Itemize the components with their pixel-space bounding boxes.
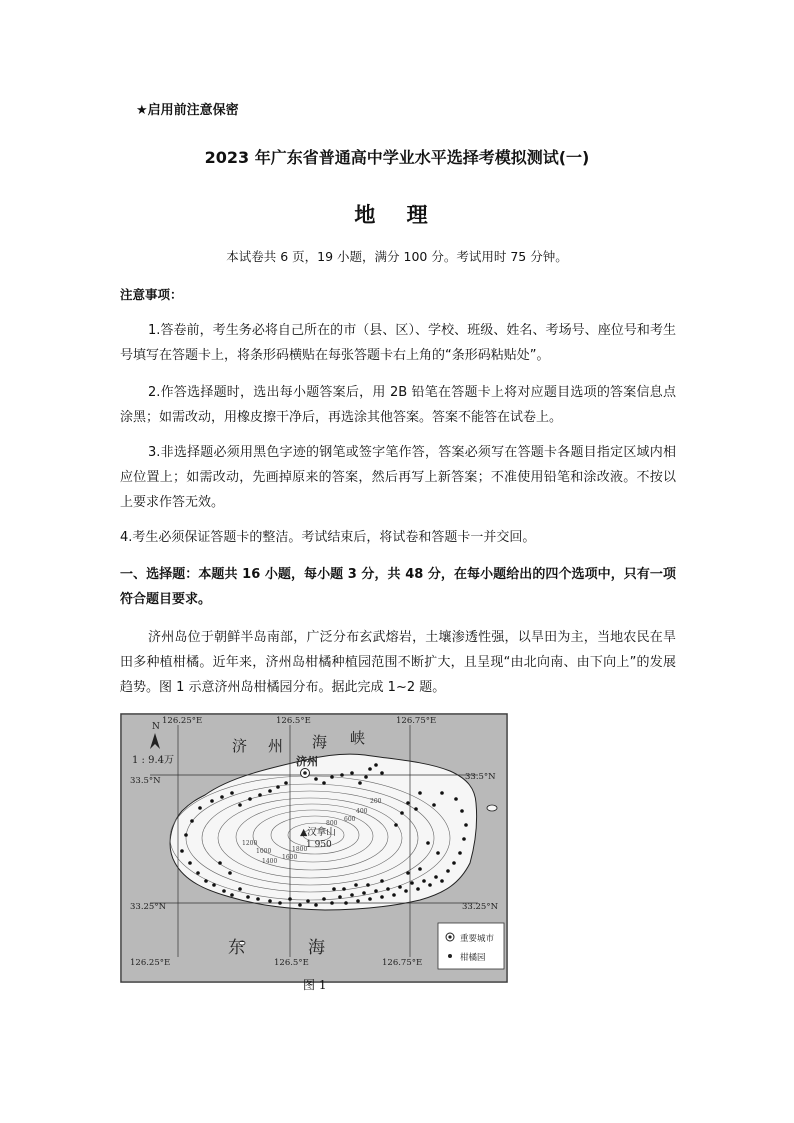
orchard-point [342,887,346,891]
orchard-point [350,893,354,897]
orchard-point [198,806,202,810]
orchard-point [358,781,362,785]
orchard-point [230,893,234,897]
orchard-point [322,897,326,901]
lat-label-upper-left: 33.5°N [130,776,161,786]
orchard-point [366,883,370,887]
orchard-point [432,803,436,807]
jeju-map-figure [120,713,508,999]
orchard-point [380,895,384,899]
contour-label: 1400 [262,858,278,865]
orchard-point [398,885,402,889]
lon-label-bottom-2: 126.5°E [274,958,309,968]
orchard-point [220,795,224,799]
orchard-point [410,881,414,885]
exam-info: 本试卷共 6 页，19 小题，满分 100 分。考试用时 75 分钟。 [226,249,568,264]
orchard-point [426,841,430,845]
orchard-point [218,861,222,865]
north-label: N [152,722,160,732]
strait-char-4: 峡 [350,729,366,747]
contour-label: 1000 [256,848,272,855]
orchard-point [210,799,214,803]
east-sea-char-2: 海 [308,938,325,958]
orchard-point [278,901,282,905]
orchard-point [330,901,334,905]
orchard-point [440,879,444,883]
exam-title: 2023 年广东省普通高中学业水平选择考模拟测试(一) [204,148,590,167]
orchard-point [190,819,194,823]
city-label: 济州 [296,755,318,768]
lon-label-bottom-3: 126.75°E [382,958,423,968]
peak-name: ▲汉拿山 [300,827,336,838]
orchard-point [356,899,360,903]
contour-label: 1600 [282,854,298,861]
east-sea-char-1: 东 [228,938,245,958]
notice-item-1: 1.答卷前，考生务必将自己所在的市（县、区）、学校、班级、姓名、考场号、座位号和考生号填写在答题卡上，将条形码横贴在每张答题卡右上角的“条形码粘贴处”。 [120,323,676,363]
orchard-point [406,871,410,875]
orchard-point [258,793,262,797]
orchard-point [246,895,250,899]
orchard-point [314,777,318,781]
orchard-point [230,791,234,795]
figure-caption: 图 1 [303,978,327,992]
orchard-point [404,889,408,893]
orchard-point [364,775,368,779]
orchard-point [338,895,342,899]
passage-text: 济州岛位于朝鲜半岛南部，广泛分布玄武熔岩，土壤渗透性强，以旱田为主，当地农民在旱田多种植柑橘。近年来，济州岛柑橘种植园范围不断扩大，且呈现“由北向南、由下向上”的发展趋势。图 1 示意济州岛柑橘园分布。据此完成 1~2 题。 [120,630,676,695]
orchard-point [344,901,348,905]
orchard-point [238,803,242,807]
orchard-point [314,903,318,907]
orchard-point [434,875,438,879]
orchard-point [460,809,464,813]
orchard-point [436,851,440,855]
orchard-point [330,775,334,779]
orchard-point [374,889,378,893]
notice-item-2: 2.作答选择题时，选出每小题答案后，用 2B 铅笔在答题卡上将对应题目选项的答案信息点涂黑；如需改动，用橡皮擦干净后，再选涂其他答案。答案不能答在试卷上。 [120,385,676,425]
contour-label: 400 [356,808,368,815]
orchard-point [188,861,192,865]
confidential-label: ★启用前注意保密 [136,103,239,118]
orchard-point [248,797,252,801]
contour-label: 1800 [292,846,308,853]
city-marker-dot [303,771,307,775]
orchard-point [222,889,226,893]
strait-char-1: 济 [232,737,248,755]
orchard-point [414,807,418,811]
orchard-point [464,823,468,827]
orchard-point [380,879,384,883]
orchard-point [400,811,404,815]
notice-heading: 注意事项： [120,287,183,302]
orchard-point [268,789,272,793]
strait-char-2: 州 [268,737,284,755]
orchard-point [418,791,422,795]
orchard-point [428,883,432,887]
lon-label-bottom-1: 126.25°E [130,958,171,968]
orchard-point [418,867,422,871]
orchard-point [362,891,366,895]
orchard-point [380,771,384,775]
orchard-point [284,781,288,785]
orchard-point [322,781,326,785]
orchard-point [440,791,444,795]
orchard-point [276,785,280,789]
contour-label: 800 [326,820,338,827]
strait-char-3: 海 [312,733,328,751]
lat-label-upper-right: 33.5°N [465,772,496,782]
small-island [487,805,497,811]
notice-item-4: 4.考生必须保证答题卡的整洁。考试结束后，将试卷和答题卡一并交回。 [120,530,536,545]
orchard-point [458,851,462,855]
legend-orchard-label: 柑橘园 [460,953,486,963]
orchard-point [332,887,336,891]
lon-label-top-2: 126.5°E [276,716,311,726]
orchard-point [268,899,272,903]
legend-city-dot [448,935,451,938]
orchard-point [454,797,458,801]
orchard-point [368,767,372,771]
orchard-point [394,823,398,827]
orchard-point [228,871,232,875]
legend-orchard-icon [448,954,452,958]
orchard-point [368,897,372,901]
lon-label-top-3: 126.75°E [396,716,437,726]
orchard-point [340,773,344,777]
orchard-point [392,893,396,897]
orchard-point [256,897,260,901]
orchard-point [298,903,302,907]
orchard-point [288,897,292,901]
orchard-point [422,879,426,883]
orchard-point [374,763,378,767]
orchard-point [462,837,466,841]
map-scale: 1 : 9.4万 [132,755,174,766]
orchard-point [212,883,216,887]
subject-title: 地 理 [354,203,440,227]
lat-label-lower-right: 33.25°N [462,902,499,912]
legend-city-label: 重要城市 [460,934,495,944]
orchard-point [238,887,242,891]
section-heading: 一、选择题：本题共 16 小题，每小题 3 分，共 48 分，在每小题给出的四个选项中，只有一项符合题目要求。 [120,567,676,607]
orchard-point [446,869,450,873]
notice-item-3: 3.非选择题必须用黑色字迹的钢笔或签字笔作答，答案必须写在答题卡各题目指定区域内相应位置上；如需改动，先画掉原来的答案，然后再写上新答案；不准使用铅笔和涂改液。不按以上要求作答无效。 [120,445,676,510]
contour-label: 1200 [242,840,258,847]
jeju-map [120,713,508,983]
lon-label-top-1: 126.25°E [162,716,203,726]
orchard-point [386,887,390,891]
lat-label-lower-left: 33.25°N [130,902,167,912]
peak-elevation: 1 950 [306,840,332,850]
contour-label: 600 [344,816,356,823]
orchard-point [306,899,310,903]
orchard-point [204,879,208,883]
orchard-point [196,871,200,875]
orchard-point [452,861,456,865]
orchard-point [184,833,188,837]
orchard-point [354,883,358,887]
orchard-point [180,849,184,853]
orchard-point [406,801,410,805]
orchard-point [416,887,420,891]
orchard-point [350,771,354,775]
contour-label: 200 [370,798,382,805]
